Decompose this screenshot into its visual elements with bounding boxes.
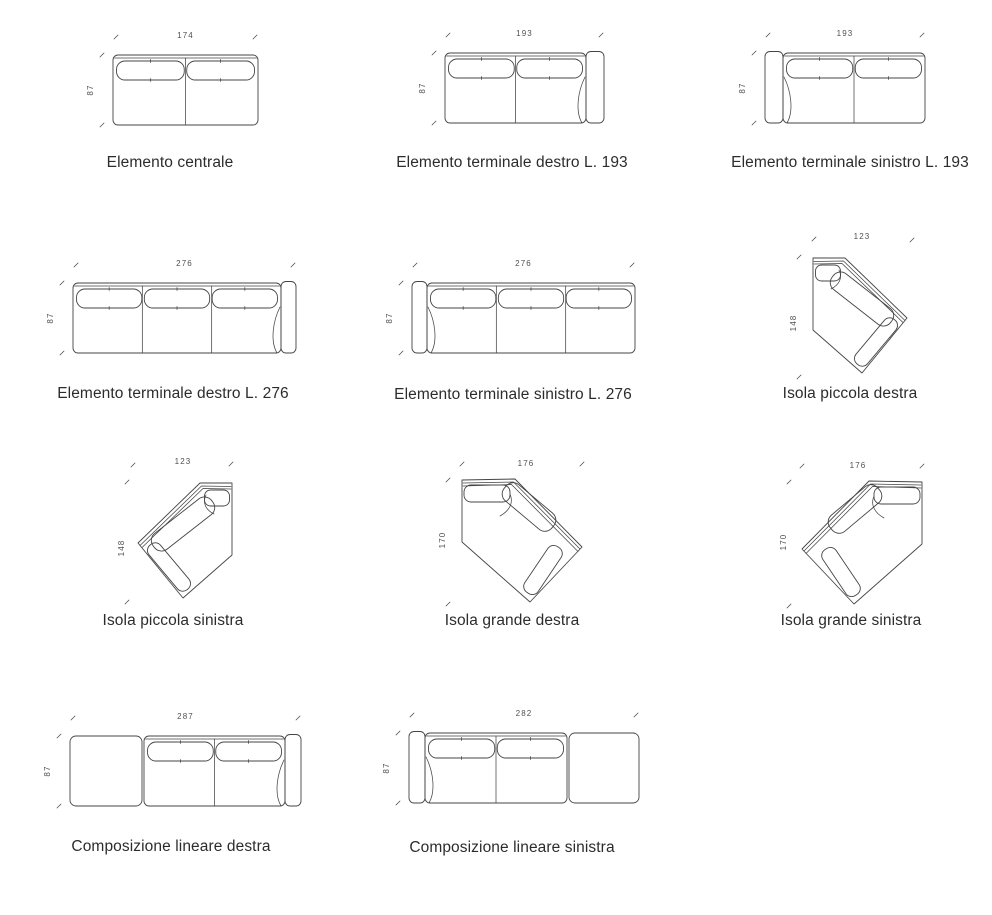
backrest-line <box>814 264 903 323</box>
backrest-line <box>142 489 231 548</box>
dimension-height-label: 87 <box>418 82 427 94</box>
seat-cushion <box>827 268 898 329</box>
module-caption: Composizione lineare sinistra <box>409 839 615 856</box>
dimension-tick <box>797 255 801 259</box>
seat-cushion <box>148 742 214 761</box>
bench-element <box>70 736 142 806</box>
dimension-tick <box>812 237 816 241</box>
dimension-tick <box>229 462 233 466</box>
module-caption: Composizione lineare destra <box>71 838 271 855</box>
backrest-line <box>806 487 921 554</box>
armrest-curve <box>273 307 280 353</box>
dimension-tick <box>396 801 400 805</box>
seat-cushion <box>187 61 255 80</box>
drawing-elemento-terminale-destro-193 <box>415 23 614 133</box>
isola-shape <box>138 483 232 598</box>
armrest-curve <box>428 307 435 353</box>
dimension-tick <box>446 602 450 606</box>
dimension-width-label: 287 <box>177 712 194 721</box>
module-caption: Isola piccola sinistra <box>102 612 244 629</box>
drawing-isola-piccola-destra <box>773 219 933 391</box>
dimension-tick <box>100 53 104 57</box>
dimension-tick <box>71 716 75 720</box>
armrest-curve <box>277 760 284 806</box>
seat-cushion <box>148 493 219 554</box>
dimension-tick <box>446 33 450 37</box>
dimension-tick <box>57 804 61 808</box>
isola-shape <box>802 481 922 604</box>
dimension-tick <box>446 478 450 482</box>
drawing-elemento-terminale-destro-276 <box>43 253 306 363</box>
isola-shape <box>462 479 582 602</box>
dimension-height-label: 87 <box>86 84 95 96</box>
dimension-width-label: 123 <box>174 457 192 466</box>
module-caption: Isola grande destra <box>444 612 580 629</box>
dimension-tick <box>432 121 436 125</box>
dimension-width-label: 276 <box>515 259 532 268</box>
dimension-tick <box>630 263 634 267</box>
dimension-tick <box>60 351 64 355</box>
dimension-width-label: 193 <box>836 29 854 38</box>
dimension-height-label: 87 <box>46 312 55 324</box>
chaise-cushion <box>819 545 863 600</box>
dimension-height-label: 170 <box>438 531 447 549</box>
module-caption: Elemento terminale destro L. 193 <box>396 154 628 171</box>
dimension-tick <box>599 33 603 37</box>
dimension-tick <box>413 263 417 267</box>
dimension-width-label: 176 <box>517 459 535 468</box>
seat-cushion <box>498 289 563 308</box>
dimension-tick <box>797 375 801 379</box>
module-caption: Elemento terminale sinistro L. 276 <box>394 386 632 403</box>
seat-cushion <box>117 61 185 80</box>
seat-cushion <box>497 739 563 758</box>
dimension-tick <box>399 351 403 355</box>
dimension-height-label: 148 <box>117 539 126 557</box>
dimension-tick <box>291 263 295 267</box>
dimension-tick <box>396 731 400 735</box>
drawing-composizione-lineare-destra <box>40 706 311 816</box>
dimension-tick <box>432 51 436 55</box>
dimension-tick <box>910 238 914 242</box>
dimension-height-label: 87 <box>385 312 394 324</box>
sofa-outline <box>802 481 922 604</box>
seat-cushion <box>517 59 583 78</box>
dimension-width-label: 193 <box>516 29 533 38</box>
seat-cushion <box>212 289 277 308</box>
dimension-tick <box>57 734 61 738</box>
module-caption: Elemento centrale <box>106 154 234 171</box>
dimension-tick <box>752 51 756 55</box>
dimension-width-label: 276 <box>176 259 193 268</box>
dimension-tick <box>131 463 135 467</box>
dimension-tick <box>920 464 924 468</box>
dimension-tick <box>766 33 770 37</box>
dimension-tick <box>100 123 104 127</box>
dimension-height-label: 170 <box>779 533 788 551</box>
sofa-body <box>73 283 281 353</box>
drawing-elemento-terminale-sinistro-193 <box>735 23 935 133</box>
seat-cushion <box>787 59 853 78</box>
seat-cushion <box>499 479 560 535</box>
backrest-line <box>463 485 578 552</box>
seat-cushion <box>449 59 515 78</box>
dimension-tick <box>634 713 638 717</box>
module-caption: Isola grande sinistra <box>780 612 922 629</box>
dimension-tick <box>920 33 924 37</box>
chaise-cushion <box>521 543 565 598</box>
armrest <box>412 282 427 354</box>
dimension-height-label: 148 <box>789 314 798 332</box>
module-caption: Isola piccola destra <box>782 385 918 402</box>
dimension-tick <box>787 604 791 608</box>
drawing-composizione-lineare-sinistra <box>379 703 649 813</box>
armrest-curve <box>426 757 433 803</box>
seat-cushion <box>429 739 495 758</box>
dimension-tick <box>125 480 129 484</box>
seat-cushion <box>855 59 921 78</box>
dimension-tick <box>460 462 464 466</box>
isola-shape <box>813 258 907 373</box>
dimension-width-label: 123 <box>853 232 871 241</box>
corner-cushion <box>874 487 920 504</box>
dimension-tick <box>580 462 584 466</box>
dimension-tick <box>752 121 756 125</box>
armrest-curve <box>578 77 585 123</box>
dimension-tick <box>60 281 64 285</box>
seat-cushion <box>825 481 886 537</box>
dimension-tick <box>253 35 257 39</box>
module-caption: Elemento terminale sinistro L. 193 <box>731 154 969 171</box>
dimension-tick <box>114 35 118 39</box>
sofa-outline <box>138 483 232 598</box>
armrest <box>409 732 425 804</box>
dimension-height-label: 87 <box>382 762 391 774</box>
dimension-tick <box>74 263 78 267</box>
drawing-isola-piccola-sinistra <box>112 444 272 616</box>
corner-cushion <box>464 485 510 502</box>
bench-element <box>569 733 639 803</box>
drawing-elemento-centrale <box>83 25 268 135</box>
sofa-body <box>427 283 635 353</box>
sofa-outline <box>462 479 582 602</box>
seat-cushion <box>431 289 496 308</box>
dimension-tick <box>296 716 300 720</box>
dimension-tick <box>800 464 804 468</box>
dimension-width-label: 176 <box>849 461 867 470</box>
dimension-height-label: 87 <box>738 82 747 94</box>
dimension-tick <box>787 480 791 484</box>
module-caption: Elemento terminale destro L. 276 <box>57 385 289 402</box>
dimension-width-label: 282 <box>515 709 533 718</box>
dimension-tick <box>125 600 129 604</box>
armrest <box>586 52 604 124</box>
seat-cushion <box>216 742 282 761</box>
dimension-tick <box>410 713 414 717</box>
seat-cushion <box>566 289 631 308</box>
dimension-height-label: 87 <box>43 765 52 777</box>
seat-cushion <box>77 289 142 308</box>
backrest-line <box>804 484 921 551</box>
armrest <box>765 52 783 124</box>
armrest <box>285 735 301 807</box>
sofa-outline <box>813 258 907 373</box>
armrest-curve <box>784 77 791 123</box>
backrest-line <box>463 482 580 549</box>
dimension-tick <box>399 281 403 285</box>
seat-cushion <box>144 289 209 308</box>
armrest <box>281 282 296 354</box>
drawing-isola-grande-destra <box>427 447 607 637</box>
drawing-elemento-terminale-sinistro-276 <box>382 253 645 363</box>
dimension-width-label: 174 <box>177 31 194 40</box>
